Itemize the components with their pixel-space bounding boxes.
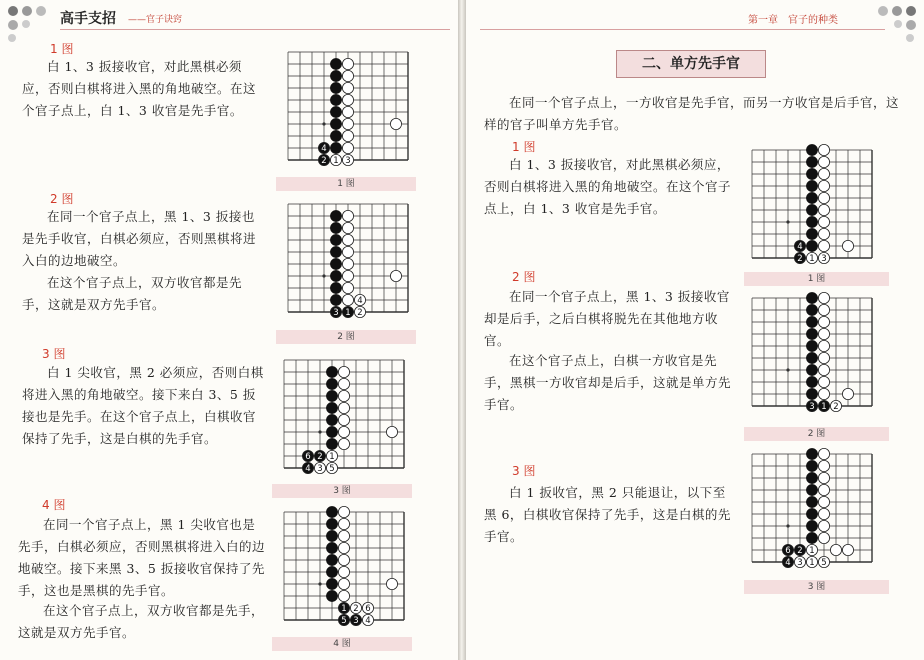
black-stone [326, 438, 337, 449]
move-number: 1 [333, 156, 339, 167]
black-stone [326, 518, 337, 529]
white-stone [818, 532, 829, 543]
black-stone [330, 142, 341, 153]
white-stone [818, 388, 829, 399]
black-stone [330, 106, 341, 117]
move-number: 2 [797, 546, 803, 557]
black-stone [330, 294, 341, 305]
left-page [0, 0, 458, 660]
black-stone [326, 542, 337, 553]
header-title: 高手支招 [60, 11, 116, 27]
black-stone [330, 118, 341, 129]
figure-label: 3 图 [42, 347, 66, 361]
right-page [466, 0, 924, 660]
white-stone [390, 118, 401, 129]
white-stone [390, 270, 401, 281]
white-stone [818, 508, 829, 519]
black-stone [330, 130, 341, 141]
move-number: 4 [785, 558, 791, 569]
white-stone [342, 222, 353, 233]
white-stone [342, 58, 353, 69]
black-stone [806, 340, 817, 351]
move-number: 4 [321, 144, 327, 155]
black-stone [326, 506, 337, 517]
go-board-diagram [284, 202, 412, 320]
paragraph: 在同一个官子点上，黑 1、3 扳接收官却是后手，之后白棋将脱先在其他地方收官。 [484, 289, 730, 348]
white-stone [818, 376, 829, 387]
white-stone [338, 530, 349, 541]
white-stone [818, 228, 829, 239]
move-number: 3 [317, 464, 323, 475]
white-stone [342, 142, 353, 153]
white-stone [818, 192, 829, 203]
black-stone [330, 246, 341, 257]
move-number: 2 [833, 402, 839, 413]
black-stone [330, 82, 341, 93]
black-stone [806, 532, 817, 543]
go-board-diagram [748, 296, 876, 414]
go-board-diagram [748, 148, 876, 266]
white-stone [842, 544, 853, 555]
black-stone [806, 240, 817, 251]
white-stone [818, 364, 829, 375]
white-stone [342, 94, 353, 105]
black-stone [326, 554, 337, 565]
white-stone [842, 388, 853, 399]
figure-caption: 2 图 [744, 427, 889, 441]
white-stone [818, 216, 829, 227]
move-number: 6 [365, 604, 371, 615]
figure-caption: 2 图 [276, 330, 416, 344]
black-stone [326, 402, 337, 413]
white-stone [818, 448, 829, 459]
header-rule [480, 29, 885, 30]
black-stone [806, 472, 817, 483]
paragraph: 在这个官子点上，双方收官都是先手，这就是双方先手官。 [22, 275, 243, 312]
white-stone [818, 520, 829, 531]
black-stone [806, 192, 817, 203]
figure-label: 1 图 [50, 42, 74, 56]
white-stone [338, 578, 349, 589]
white-stone [342, 234, 353, 245]
figure-label: 2 图 [50, 192, 74, 206]
black-stone [806, 448, 817, 459]
move-number: 1 [329, 452, 335, 463]
move-number: 5 [341, 616, 347, 627]
black-stone [326, 414, 337, 425]
white-stone [830, 544, 841, 555]
white-stone [818, 460, 829, 471]
white-stone [338, 366, 349, 377]
paragraph: 在同一个官子点上，黑 1、3 扳接也是先手收官，白棋必须应，否则黑棋将进入白的边地破空。 [22, 209, 257, 268]
black-stone [326, 590, 337, 601]
move-number: 1 [809, 254, 815, 265]
black-stone [806, 204, 817, 215]
move-number: 3 [821, 254, 827, 265]
white-stone [818, 180, 829, 191]
black-stone [326, 426, 337, 437]
figure-label: 4 图 [42, 498, 66, 512]
move-number: 1 [809, 558, 815, 569]
figure-caption: 1 图 [744, 272, 889, 286]
white-stone [338, 426, 349, 437]
black-stone [330, 258, 341, 269]
white-stone [342, 210, 353, 221]
black-stone [330, 70, 341, 81]
intro-paragraph: 在同一个官子点上，一方收官是先手官，而另一方收官是后手官，这样的官子叫单方先手官。 [484, 95, 900, 132]
move-number: 3 [333, 308, 339, 319]
white-stone [386, 426, 397, 437]
white-stone [338, 402, 349, 413]
move-number: 3 [797, 558, 803, 569]
paragraph: 在这个官子点上，双方收官都是先手，这就是双方先手官。 [18, 603, 265, 640]
white-stone [818, 144, 829, 155]
go-board-diagram [280, 358, 408, 476]
move-number: 2 [353, 604, 359, 615]
move-number: 4 [365, 616, 371, 627]
figure-label: 1 图 [512, 140, 536, 154]
black-stone [806, 520, 817, 531]
black-stone [330, 282, 341, 293]
black-stone [326, 578, 337, 589]
paragraph: 白 1、3 扳接收官，对此黑棋必须应，否则白棋将进入黑的角地破空。在这个官子点上，白 1、3 收官是先手官。 [484, 157, 732, 216]
white-stone [338, 566, 349, 577]
black-stone [326, 390, 337, 401]
move-number: 2 [317, 452, 323, 463]
go-board-diagram [284, 50, 412, 168]
move-number: 3 [345, 156, 351, 167]
black-stone [806, 180, 817, 191]
white-stone [338, 518, 349, 529]
white-stone [818, 328, 829, 339]
paragraph: 白 1、3 扳接收官，对此黑棋必须应，否则白棋将进入黑的角地破空。在这个官子点上，白 1、3 收官是先手官。 [22, 59, 257, 118]
white-stone [338, 590, 349, 601]
black-stone [806, 316, 817, 327]
move-number: 4 [797, 242, 803, 253]
white-stone [842, 240, 853, 251]
white-stone [342, 106, 353, 117]
white-stone [342, 258, 353, 269]
white-stone [342, 82, 353, 93]
white-stone [818, 156, 829, 167]
figure-caption: 4 图 [272, 637, 412, 651]
black-stone [326, 566, 337, 577]
black-stone [326, 530, 337, 541]
black-stone [326, 378, 337, 389]
figure-caption: 3 图 [272, 484, 412, 498]
section-title: 二、单方先手官 [616, 50, 766, 78]
figure-caption: 3 图 [744, 580, 889, 594]
move-number: 1 [341, 604, 347, 615]
black-stone [806, 156, 817, 167]
white-stone [818, 204, 829, 215]
white-stone [342, 294, 353, 305]
black-stone [806, 508, 817, 519]
white-stone [342, 130, 353, 141]
white-stone [342, 282, 353, 293]
white-stone [338, 554, 349, 565]
figure-caption: 1 图 [276, 177, 416, 191]
go-board-diagram [748, 452, 876, 570]
chapter-header: 第一章 官子的种类 [748, 15, 838, 26]
book-gutter [458, 0, 466, 660]
white-stone [338, 378, 349, 389]
black-stone [806, 388, 817, 399]
white-stone [342, 270, 353, 281]
paragraph: 白 1 尖收官，黑 2 必须应，否则白棋将进入黑的角地破空。接下来白 3、5 扳接也是先手。在这个官子点上，白棋收官保持了先手，这是白棋的先手官。 [22, 365, 264, 446]
move-number: 4 [305, 464, 311, 475]
white-stone [338, 390, 349, 401]
black-stone [806, 144, 817, 155]
black-stone [326, 366, 337, 377]
white-stone [818, 484, 829, 495]
white-stone [818, 316, 829, 327]
move-number: 1 [345, 308, 351, 319]
black-stone [806, 352, 817, 363]
move-number: 1 [821, 402, 827, 413]
move-number: 2 [321, 156, 327, 167]
black-stone [330, 210, 341, 221]
white-stone [338, 506, 349, 517]
black-stone [330, 58, 341, 69]
white-stone [338, 438, 349, 449]
move-number: 3 [353, 616, 359, 627]
move-number: 3 [809, 402, 815, 413]
black-stone [330, 222, 341, 233]
figure-label: 2 图 [512, 270, 536, 284]
white-stone [818, 292, 829, 303]
black-stone [330, 270, 341, 281]
white-stone [818, 340, 829, 351]
white-stone [342, 70, 353, 81]
black-stone [806, 304, 817, 315]
white-stone [338, 542, 349, 553]
paragraph: 在同一个官子点上，黑 1 尖收官也是先手，白棋必须应，否则黑棋将进入白的边地破空。接下来黑 3、5 扳接收官保持了先手，这也是黑棋的先手官。 [18, 517, 266, 598]
white-stone [818, 240, 829, 251]
header-subtitle: ——官子诀窍 [128, 15, 183, 25]
black-stone [806, 228, 817, 239]
move-number: 2 [797, 254, 803, 265]
black-stone [806, 168, 817, 179]
white-stone [342, 246, 353, 257]
move-number: 6 [305, 452, 311, 463]
paragraph: 白 1 扳收官，黑 2 只能退让，以下至黑 6，白棋收官保持了先手，这是白棋的先手官。 [484, 485, 731, 544]
black-stone [806, 496, 817, 507]
black-stone [330, 94, 341, 105]
white-stone [818, 168, 829, 179]
move-number: 1 [809, 546, 815, 557]
black-stone [330, 234, 341, 245]
move-number: 6 [785, 546, 791, 557]
black-stone [806, 328, 817, 339]
go-board-diagram [280, 510, 408, 628]
white-stone [818, 352, 829, 363]
figure-label: 3 图 [512, 464, 536, 478]
white-stone [342, 118, 353, 129]
white-stone [386, 578, 397, 589]
black-stone [806, 460, 817, 471]
black-stone [806, 364, 817, 375]
move-number: 4 [357, 296, 363, 307]
white-stone [818, 472, 829, 483]
white-stone [338, 414, 349, 425]
header-rule [60, 29, 450, 30]
black-stone [806, 376, 817, 387]
black-stone [806, 484, 817, 495]
move-number: 5 [329, 464, 335, 475]
white-stone [818, 496, 829, 507]
black-stone [806, 292, 817, 303]
black-stone [806, 216, 817, 227]
move-number: 2 [357, 308, 363, 319]
white-stone [818, 304, 829, 315]
move-number: 5 [821, 558, 827, 569]
paragraph: 在这个官子点上，白棋一方收官是先手，黑棋一方收官却是后手，这就是单方先手官。 [484, 353, 732, 412]
